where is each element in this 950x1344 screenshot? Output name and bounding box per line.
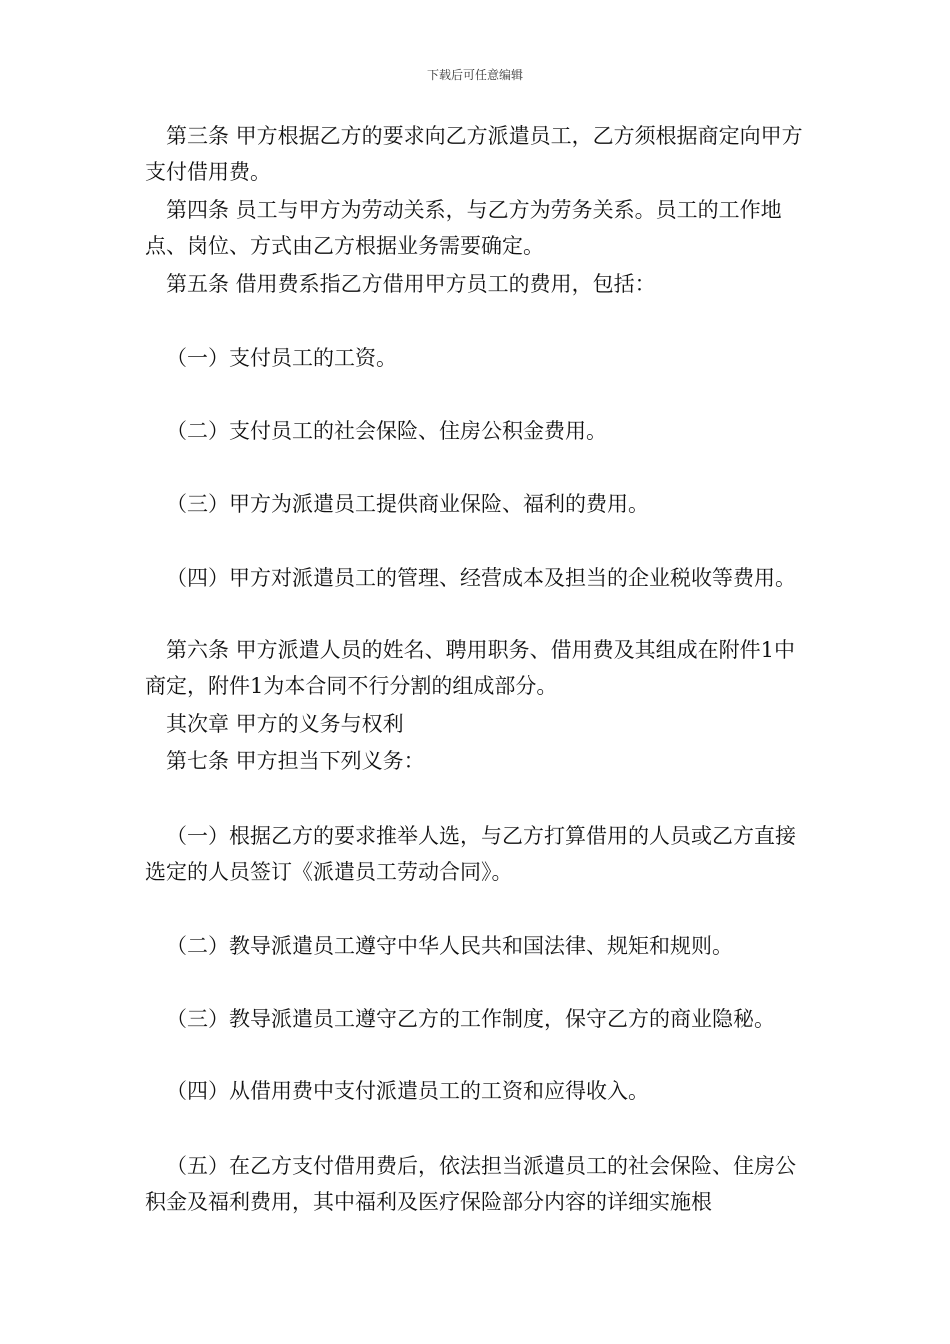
- article-7-item-1: （一）根据乙方的要求推举人选，与乙方打算借用的人员或乙方直接选定的人员签订《派遣员工劳动合同》。: [145, 824, 796, 884]
- article-7: 第七条 甲方担当下列义务：: [166, 749, 425, 773]
- page-header: 下载后可任意编辑: [426, 68, 523, 82]
- article-5: 第五条 借用费系指乙方借用甲方员工的费用，包括：: [166, 272, 656, 296]
- article-3: 第三条 甲方根据乙方的要求向乙方派遣员工，乙方须根据商定向甲方支付借用费。: [145, 124, 803, 184]
- chapter-2-title: 其次章 甲方的义务与权利: [166, 712, 404, 736]
- article-5-item-1: （一）支付员工的工资。: [166, 346, 397, 370]
- article-6: 第六条 甲方派遣人员的姓名、聘用职务、借用费及其组成在附件1中商定，附件1为本合同不行分割的组成部分。: [145, 638, 796, 698]
- article-7-item-2: （二）教导派遣员工遵守中华人民共和国法律、规矩和规则。: [166, 934, 733, 958]
- article-5-item-2: （二）支付员工的社会保险、住房公积金费用。: [166, 419, 607, 443]
- article-5-item-4: （四）甲方对派遣员工的管理、经营成本及担当的企业税收等费用。: [166, 566, 796, 590]
- article-5-item-3: （三）甲方为派遣员工提供商业保险、福利的费用。: [166, 492, 649, 516]
- article-4: 第四条 员工与甲方为劳动关系，与乙方为劳务关系。员工的工作地点、岗位、方式由乙方根据业务需要确定。: [145, 198, 782, 258]
- article-7-item-3: （三）教导派遣员工遵守乙方的工作制度，保守乙方的商业隐秘。: [166, 1007, 775, 1031]
- article-7-item-5: （五）在乙方支付借用费后，依法担当派遣员工的社会保险、住房公积金及福利费用，其中福利及医疗保险部分内容的详细实施根: [145, 1154, 796, 1214]
- article-7-item-4: （四）从借用费中支付派遣员工的工资和应得收入。: [166, 1079, 649, 1103]
